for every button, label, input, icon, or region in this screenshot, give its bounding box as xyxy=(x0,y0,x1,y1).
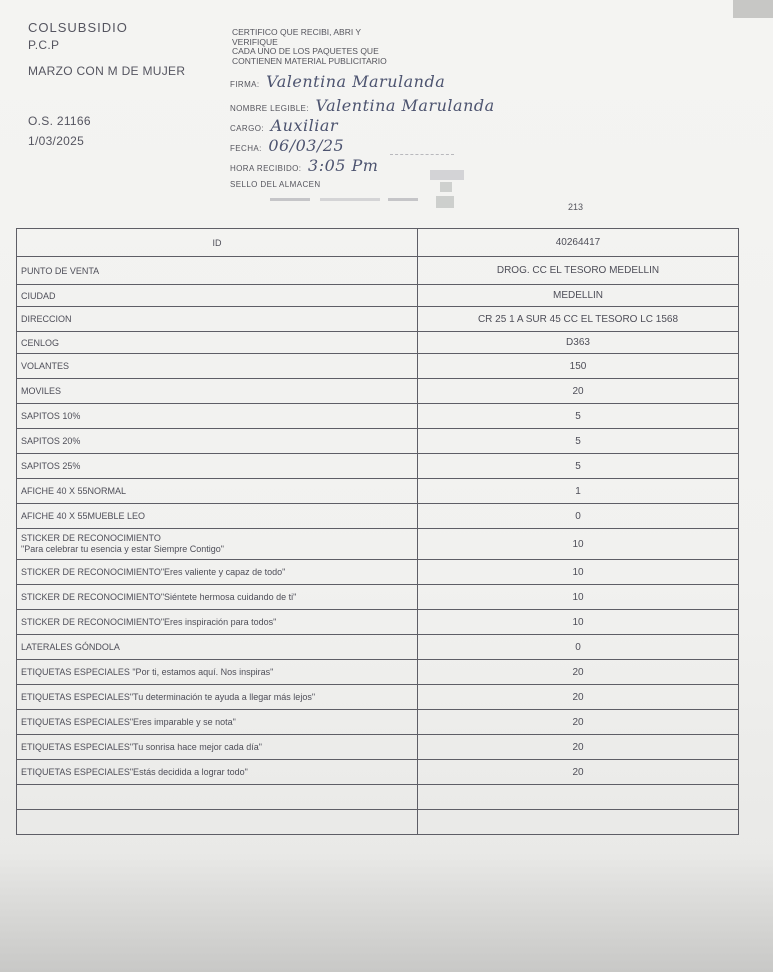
row-label: SAPITOS 20% xyxy=(17,429,418,454)
row-value: 10 xyxy=(418,610,739,635)
stamp-faint-text xyxy=(270,196,430,206)
table-row xyxy=(17,504,739,529)
row-label: STICKER DE RECONOCIMIENTO"Eres inspiración para todos" xyxy=(17,610,418,635)
cert-line: VERIFIQUE xyxy=(232,36,278,47)
row-label: CIUDAD xyxy=(17,285,418,307)
row-label: STICKER DE RECONOCIMIENTO"Eres valiente y capaz de todo" xyxy=(17,560,418,585)
table-row xyxy=(17,610,739,635)
row-label: SAPITOS 25% xyxy=(17,454,418,479)
table-row xyxy=(17,760,739,785)
table-row xyxy=(17,685,739,710)
hora-value: 3:05 Pm xyxy=(308,156,379,175)
row-value xyxy=(418,810,739,835)
nombre-value: Valentina Marulanda xyxy=(315,96,495,115)
firma-signature: Valentina Marulanda xyxy=(266,72,446,91)
row-value: 10 xyxy=(418,585,739,610)
row-value: 10 xyxy=(418,529,739,560)
divider xyxy=(390,154,454,155)
table-row xyxy=(17,785,739,810)
row-label: SAPITOS 10% xyxy=(17,404,418,429)
brand-subtitle: P.C.P xyxy=(28,38,60,52)
row-label xyxy=(17,810,418,835)
page-shadow xyxy=(0,850,773,972)
cert-line: CONTIENEN MATERIAL PUBLICITARIO xyxy=(232,55,387,66)
row-label: CENLOG xyxy=(17,332,418,354)
row-label: ETIQUETAS ESPECIALES"Tu determinación te ayuda a llegar más lejos" xyxy=(17,685,418,710)
row-label-line2: "Para celebrar tu esencia y estar Siempre Contigo" xyxy=(21,544,224,554)
row-label: VOLANTES xyxy=(17,354,418,379)
certificate-text xyxy=(232,28,432,66)
fecha-value: 06/03/25 xyxy=(268,136,345,155)
table-row xyxy=(17,404,739,429)
nombre-row xyxy=(230,96,495,115)
row-label: PUNTO DE VENTA xyxy=(17,257,418,285)
row-label: MOVILES xyxy=(17,379,418,404)
table-row xyxy=(17,479,739,504)
cert-line: CERTIFICO QUE RECIBI, ABRI Y xyxy=(232,27,362,37)
row-value: 20 xyxy=(418,760,739,785)
table-row xyxy=(17,710,739,735)
row-label: ETIQUETAS ESPECIALES"Eres imparable y se nota" xyxy=(17,710,418,735)
row-value: 20 xyxy=(418,710,739,735)
materials-table xyxy=(16,228,739,835)
cargo-row xyxy=(230,116,338,135)
row-label: ETIQUETAS ESPECIALES"Tu sonrisa hace mejor cada día" xyxy=(17,735,418,760)
order-number: O.S. 21166 xyxy=(28,114,91,128)
row-label-line1: STICKER DE RECONOCIMIENTO xyxy=(21,533,161,543)
table-row xyxy=(17,229,739,257)
firma-label: FIRMA: xyxy=(230,80,260,89)
row-label xyxy=(17,785,418,810)
row-value: D363 xyxy=(418,332,739,354)
table-row xyxy=(17,429,739,454)
table-row xyxy=(17,660,739,685)
order-date: 1/03/2025 xyxy=(28,134,85,148)
row-value: 5 xyxy=(418,429,739,454)
row-value: 0 xyxy=(418,504,739,529)
table-row xyxy=(17,454,739,479)
row-value: 5 xyxy=(418,404,739,429)
cargo-value: Auxiliar xyxy=(270,116,339,135)
row-label: ETIQUETAS ESPECIALES "Por ti, estamos aquí. Nos inspiras" xyxy=(17,660,418,685)
cert-line: CADA UNO DE LOS PAQUETES QUE xyxy=(232,46,379,56)
table-row xyxy=(17,585,739,610)
brand-name: COLSUBSIDIO xyxy=(28,20,128,35)
row-value: 150 xyxy=(418,354,739,379)
hora-label: HORA RECIBIDO: xyxy=(230,164,302,173)
table-row xyxy=(17,354,739,379)
table-row xyxy=(17,560,739,585)
nombre-label: NOMBRE LEGIBLE: xyxy=(230,104,309,113)
row-label: DIRECCION xyxy=(17,307,418,332)
table-row xyxy=(17,635,739,660)
row-value: 10 xyxy=(418,560,739,585)
row-value: MEDELLIN xyxy=(418,285,739,307)
firma-row xyxy=(230,72,445,91)
hora-row xyxy=(230,156,378,175)
table-row xyxy=(17,332,739,354)
table-row xyxy=(17,257,739,285)
row-value xyxy=(418,785,739,810)
row-value: 20 xyxy=(418,660,739,685)
row-value: 0 xyxy=(418,635,739,660)
table-row xyxy=(17,379,739,404)
table-row xyxy=(17,810,739,835)
row-value: 20 xyxy=(418,685,739,710)
page-number: 213 xyxy=(568,202,584,212)
table-row xyxy=(17,285,739,307)
row-value: 20 xyxy=(418,735,739,760)
row-label: AFICHE 40 X 55MUEBLE LEO xyxy=(17,504,418,529)
row-label: STICKER DE RECONOCIMIENTO"Siéntete hermosa cuidando de ti" xyxy=(17,585,418,610)
fecha-label: FECHA: xyxy=(230,144,262,153)
row-value: 40264417 xyxy=(418,229,739,257)
row-value: DROG. CC EL TESORO MEDELLIN xyxy=(418,257,739,285)
cargo-label: CARGO: xyxy=(230,124,264,133)
row-label: ETIQUETAS ESPECIALES"Estás decidida a lograr todo" xyxy=(17,760,418,785)
stamp-faint-icon xyxy=(270,196,430,204)
row-value: 5 xyxy=(418,454,739,479)
table-row xyxy=(17,735,739,760)
row-value: CR 25 1 A SUR 45 CC EL TESORO LC 1568 xyxy=(418,307,739,332)
row-label xyxy=(17,529,418,560)
row-label: LATERALES GÓNDOLA xyxy=(17,635,418,660)
campaign-name: MARZO CON M DE MUJER xyxy=(28,64,186,78)
sello-row xyxy=(230,180,321,189)
table-row xyxy=(17,307,739,332)
page-corner xyxy=(733,0,773,18)
row-value: 20 xyxy=(418,379,739,404)
fecha-row xyxy=(230,136,344,155)
row-value: 1 xyxy=(418,479,739,504)
table-row xyxy=(17,529,739,560)
sello-label: SELLO DEL ALMACEN xyxy=(230,180,321,189)
row-label: ID xyxy=(17,229,418,257)
row-label: AFICHE 40 X 55NORMAL xyxy=(17,479,418,504)
